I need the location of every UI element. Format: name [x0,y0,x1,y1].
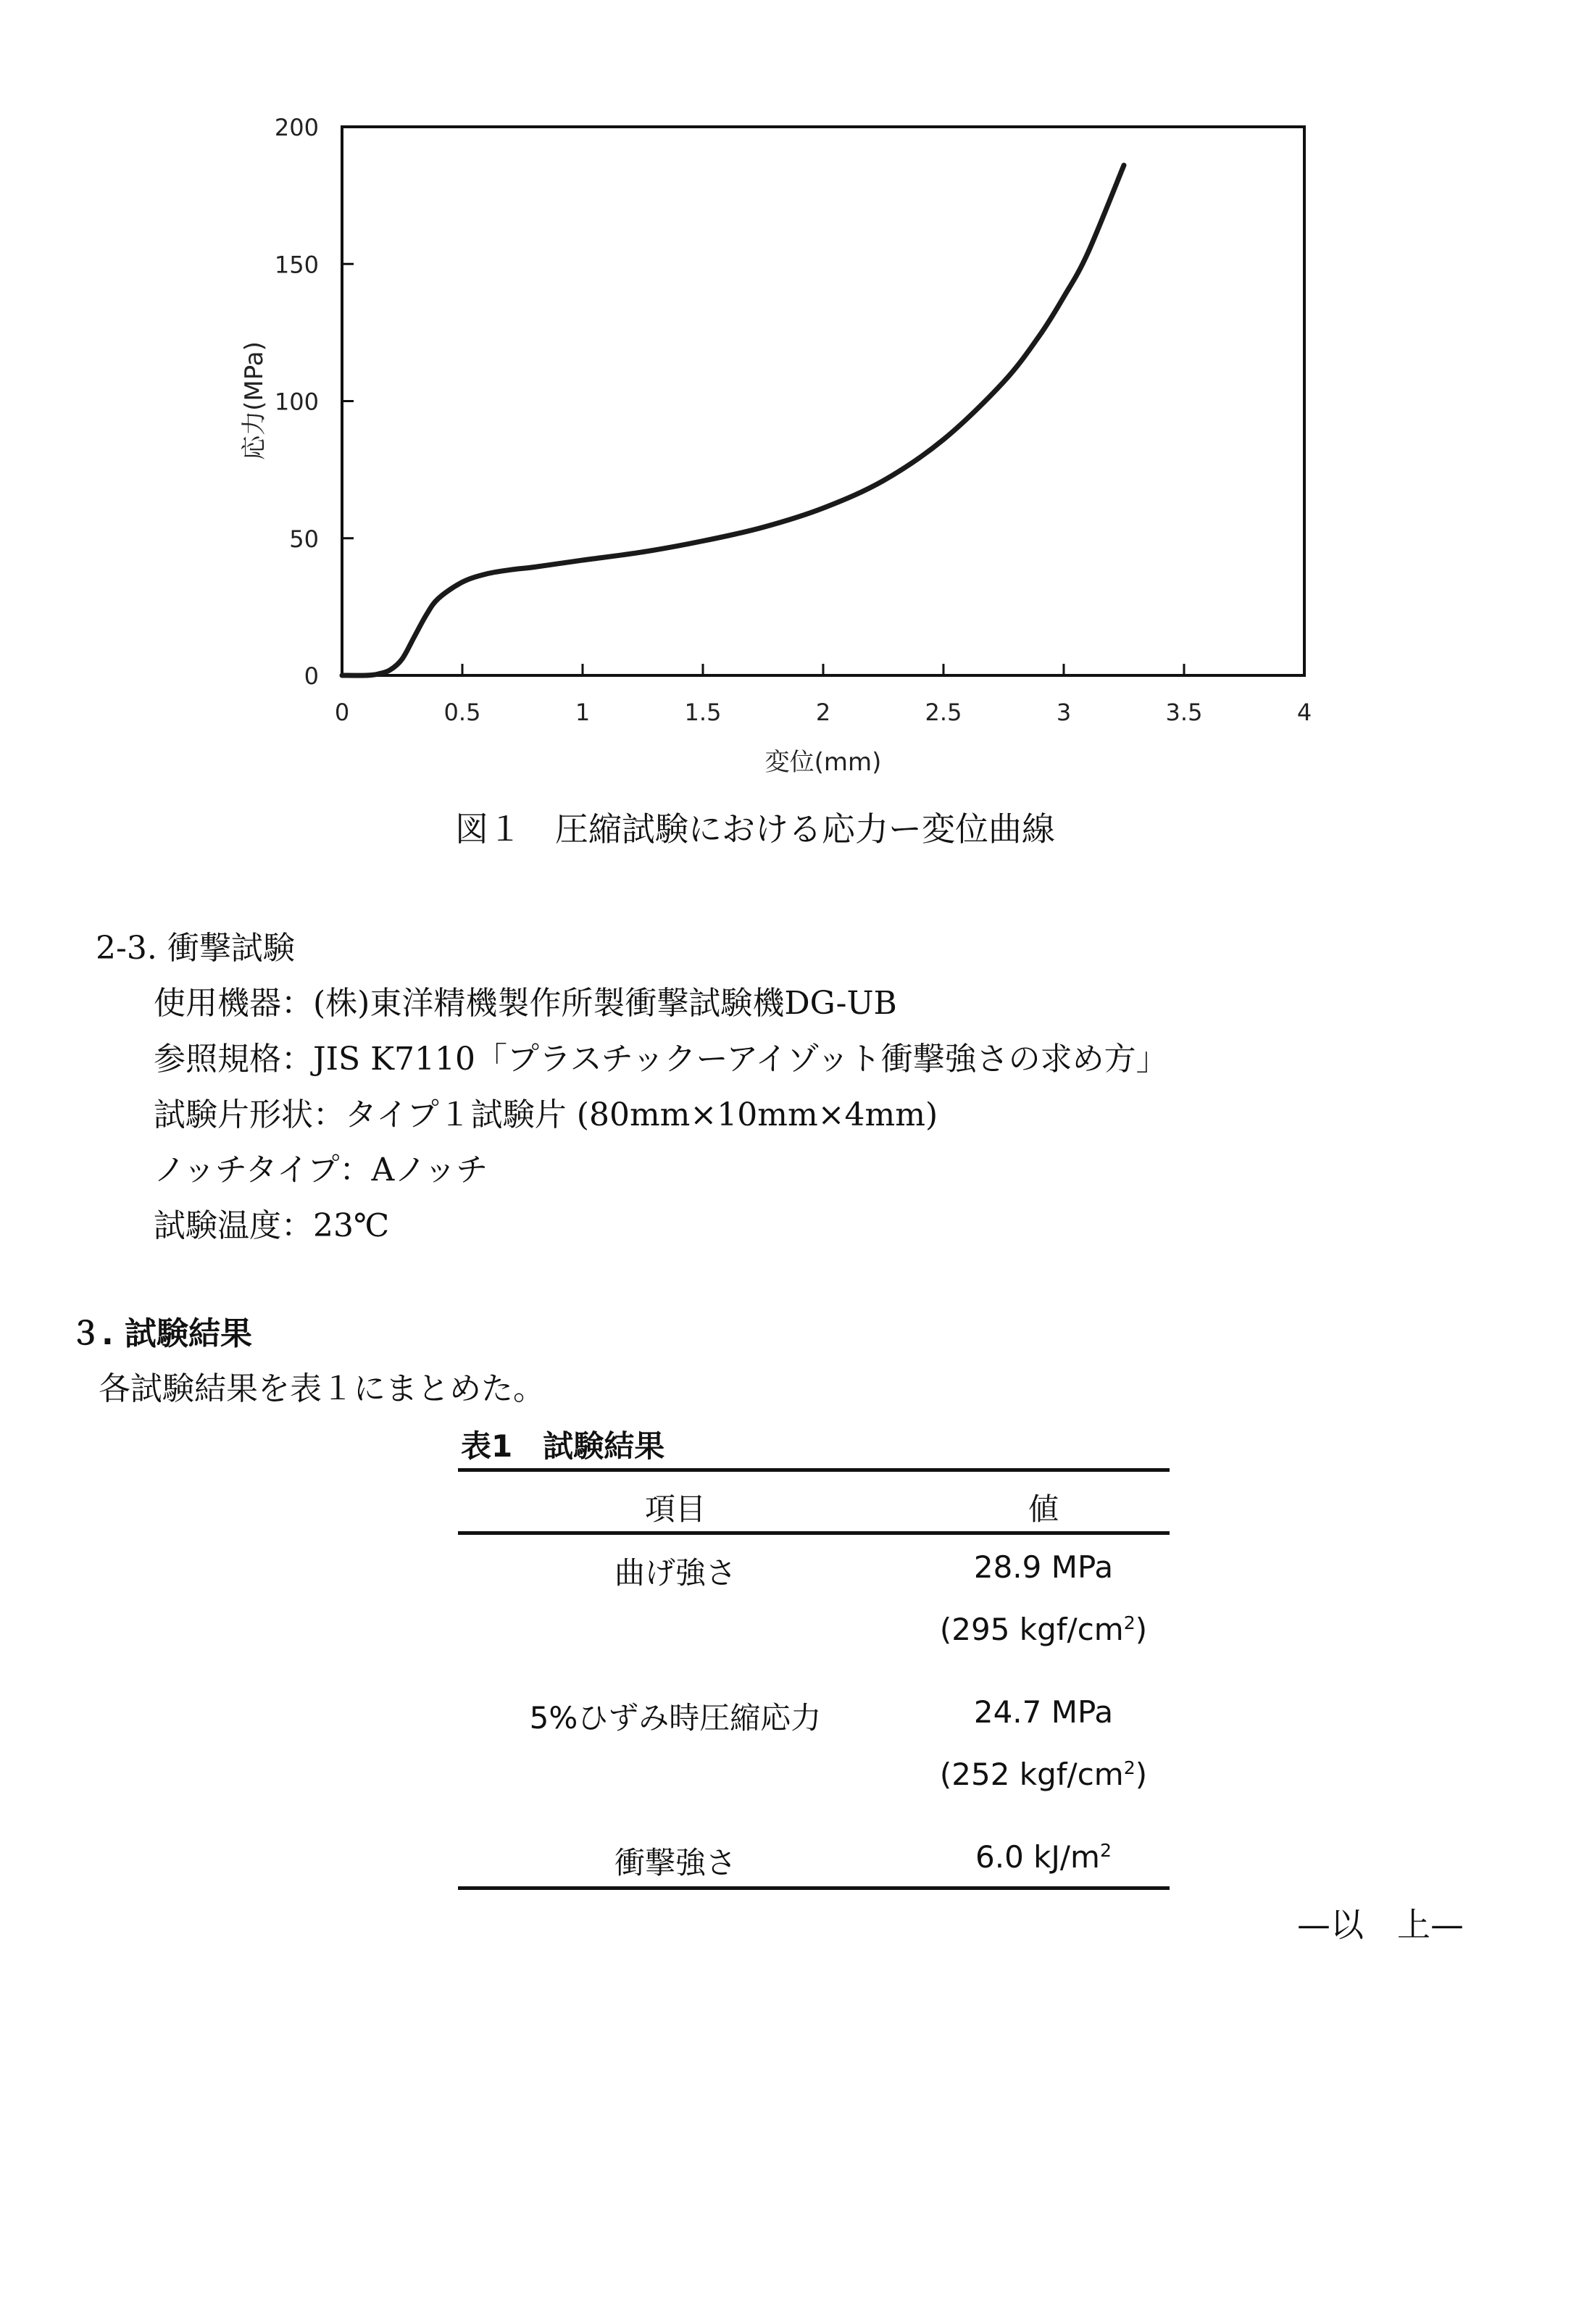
x-tick-label: 1.5 [684,699,722,726]
impact-line-equipment: 使用機器：(株)東洋精機製作所製衝撃試験機DG-UB [154,985,897,1022]
table-bottom-rule [458,1886,1170,1890]
row-compressive-value: 24.7 MPa [973,1694,1114,1730]
section-impact-heading: 2-3. 衝撃試験 [96,930,295,967]
x-tick-label: 3.5 [1165,699,1203,726]
y-tick-label: 150 [274,251,319,279]
row-impact-value [870,1839,1217,1875]
section-results-heading: ３. 試験結果 [70,1315,253,1352]
impact-line-specimen: 試験片形状：タイプ１試験片 (80mm×10mm×4mm) [154,1096,938,1133]
row-compressive-sub-sup: 2 [1123,1757,1135,1778]
impact-line-standard: 参照規格：JIS K7110「プラスチックーアイゾット衝撃強さの求め方」 [154,1041,1168,1078]
table-caption: 表1 試験結果 [461,1428,665,1464]
table-header-item: 項目 [644,1491,706,1527]
y-tick-label: 100 [274,388,319,416]
table-header-rule [458,1531,1170,1535]
x-tick-label: 1 [575,699,591,726]
row-compressive-item: 5%ひずみ時圧縮応力 [529,1700,822,1736]
x-tick-label: 0 [334,699,350,726]
row-flexural-sub-prefix: (295 kgf/cm [939,1612,1124,1647]
row-flexural-sub-sup: 2 [1123,1612,1135,1633]
x-tick-label: 0.5 [443,699,481,726]
stress-displacement-chart [0,0,1571,870]
closing-mark: —以 上— [1297,1905,1464,1944]
row-flexural-value: 28.9 MPa [973,1549,1114,1585]
y-tick-label: 0 [304,662,319,690]
y-axis-title: 応力(MPa) [240,341,269,460]
row-flexural-sub-suffix: ) [1135,1612,1148,1647]
y-tick-label: 50 [289,525,319,553]
x-tick-label: 2.5 [925,699,962,726]
x-tick-label: 4 [1296,699,1312,726]
row-impact-item: 衝撃強さ [614,1845,736,1881]
row-compressive-sub-suffix: ) [1135,1757,1148,1792]
figure-caption: 図１ 圧縮試験における応力ー変位曲線 [455,809,1055,849]
results-intro: 各試験結果を表１にまとめた。 [99,1370,545,1407]
table-top-rule [458,1468,1170,1472]
table-header-value: 値 [1028,1491,1059,1527]
plot-frame [342,127,1304,675]
impact-line-temperature: 試験温度：23℃ [154,1207,390,1244]
series-line [342,165,1124,675]
impact-line-notch: ノッチタイプ：Aノッチ [154,1151,488,1188]
x-axis-title: 変位(mm) [764,748,882,777]
x-tick-label: 2 [815,699,831,726]
row-impact-value-sup: 2 [1099,1840,1112,1861]
y-tick-label: 200 [274,114,319,141]
row-flexural-subvalue [870,1612,1217,1647]
row-compressive-subvalue [870,1757,1217,1792]
row-flexural-item: 曲げ強さ [614,1555,736,1591]
x-tick-label: 3 [1056,699,1072,726]
row-impact-value-prefix: 6.0 kJ/m [975,1839,1100,1875]
row-compressive-sub-prefix: (252 kgf/cm [939,1757,1124,1792]
